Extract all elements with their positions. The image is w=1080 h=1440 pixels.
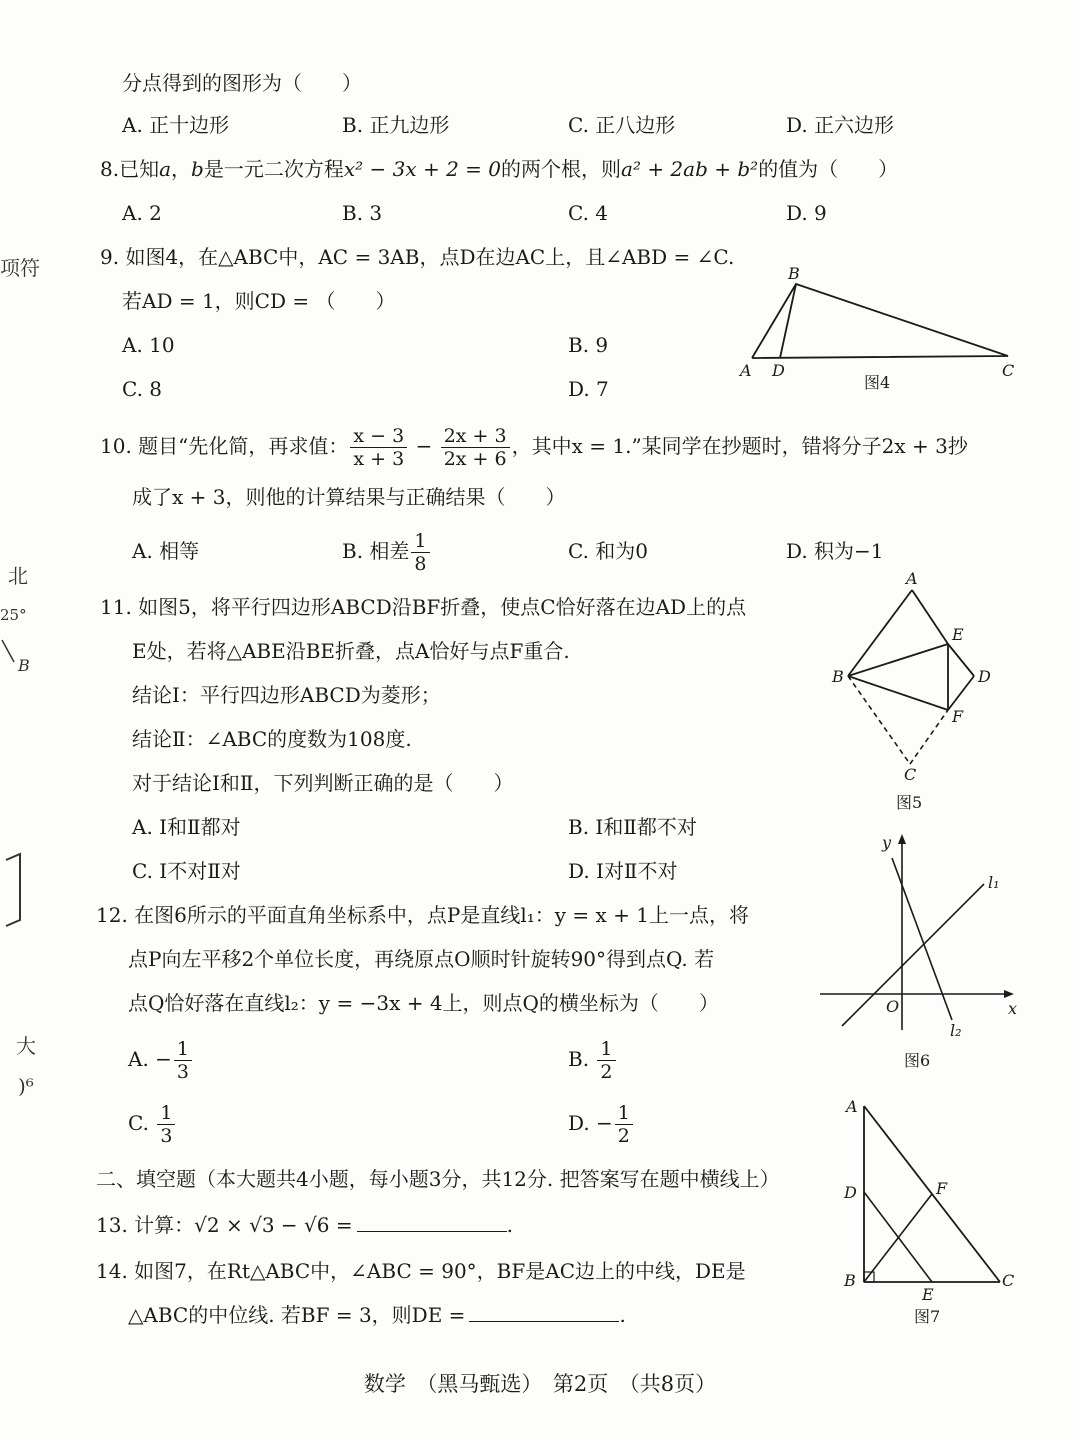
- fig5-label-a: A: [906, 569, 918, 588]
- q14-stem-line2: △ABC的中位线. 若BF = 3，则DE = .: [128, 1303, 626, 1327]
- figure-6: [816, 830, 1026, 1070]
- fig5-label-e: E: [952, 625, 964, 644]
- fig7-caption: 图7: [914, 1307, 941, 1326]
- q12-option-b: B. $\frac{1}{2}$: [568, 1034, 618, 1084]
- fig6-label-y: y: [882, 833, 892, 852]
- q11-stem-line5: 对于结论Ⅰ和Ⅱ，下列判断正确的是（ ）: [132, 771, 514, 795]
- q7-option-d: D. 正六边形: [786, 113, 895, 137]
- fig7-label-a: A: [846, 1097, 858, 1116]
- fig5-label-d: D: [978, 667, 991, 686]
- margin-fragment: )⁶: [18, 1074, 34, 1098]
- q10-option-b: B. 相差 $\frac{1}{8}$: [342, 526, 432, 576]
- q10-stem-line2: 成了x + 3，则他的计算结果与正确结果（ ）: [132, 485, 566, 509]
- q11-conclusion-1: 结论Ⅰ：平行四边形ABCD为菱形；: [132, 683, 441, 707]
- margin-fragment: 25°: [0, 606, 27, 624]
- figure-5: [828, 569, 1008, 812]
- fig6-label-x: x: [1008, 999, 1018, 1018]
- figure-4: [730, 262, 1020, 392]
- q12-option-c: C. $\frac{1}{3}$: [128, 1098, 177, 1148]
- q9-option-d: D. 7: [568, 377, 609, 401]
- fig5-label-f: F: [952, 707, 964, 726]
- fig7-label-b: B: [844, 1271, 856, 1290]
- q11-option-c: C. Ⅰ不对Ⅱ对: [132, 859, 241, 883]
- q11-stem-line1: 11. 如图5，将平行四边形ABCD沿BF折叠，使点C恰好落在边AD上的点: [100, 595, 747, 619]
- q11-conclusion-2: 结论Ⅱ：∠ABC的度数为108度.: [132, 727, 412, 751]
- q14-answer-blank[interactable]: [469, 1303, 619, 1322]
- fig6-label-o: O: [886, 997, 900, 1016]
- q10-fraction-1: $\frac{x - 3}{x + 3}$: [350, 425, 407, 470]
- fig4-caption: 图4: [864, 373, 891, 392]
- fig7-label-e: E: [922, 1285, 934, 1304]
- q8-option-d: D. 9: [786, 201, 827, 225]
- margin-fragment: B: [18, 656, 30, 675]
- fig4-label-d: D: [772, 361, 785, 380]
- q12-option-d: D. − $\frac{1}{2}$: [568, 1098, 635, 1148]
- q12-stem-line3: 点Q恰好落在直线l₂：y = −3x + 4上，则点Q的横坐标为（ ）: [128, 991, 719, 1015]
- figure-7: [836, 1092, 1026, 1332]
- fig6-caption: 图6: [904, 1051, 931, 1070]
- q7-stem: 分点得到的图形为（ ）: [122, 71, 362, 95]
- q9-option-c: C. 8: [122, 377, 163, 401]
- q10-fraction-2: $\frac{2x + 3}{2x + 6}$: [441, 425, 510, 470]
- q12-stem-line1: 12. 在图6所示的平面直角坐标系中，点P是直线l₁：y = x + 1上一点，将: [96, 903, 750, 927]
- margin-fragment: 北: [8, 564, 28, 588]
- q10-option-c: C. 和为0: [568, 539, 649, 563]
- fig4-label-b: B: [788, 264, 800, 283]
- q12-option-a: A. − $\frac{1}{3}$: [128, 1034, 194, 1084]
- fig6-label-l2: l₂: [950, 1021, 962, 1040]
- fig7-label-d: D: [844, 1183, 857, 1202]
- margin-mark: [0, 600, 30, 670]
- q7-option-c: C. 正八边形: [568, 113, 676, 137]
- q9-option-a: A. 10: [122, 333, 175, 357]
- margin-mark: [0, 850, 30, 930]
- fig5-label-c: C: [904, 765, 917, 784]
- q8-stem: 8.已知a，b是一元二次方程x² − 3x + 2 = 0的两个根，则a² + 2ab + b²的值为（ ）: [100, 157, 899, 181]
- fig7-label-f: F: [936, 1179, 948, 1198]
- q11-option-b: B. Ⅰ和Ⅱ都不对: [568, 815, 697, 839]
- fig4-label-a: A: [740, 361, 752, 380]
- q9-stem-line1: 9. 如图4，在△ABC中，AC = 3AB，点D在边AC上，且∠ABD = ∠C.: [100, 245, 735, 269]
- fig5-label-b: B: [832, 667, 844, 686]
- q7-option-b: B. 正九边形: [342, 113, 450, 137]
- q10-option-a: A. 相等: [132, 539, 200, 563]
- page-footer: 数学 （黑马甄选） 第2页 （共8页）: [363, 1372, 717, 1396]
- q8-option-b: B. 3: [342, 201, 383, 225]
- q10-option-d: D. 积为−1: [786, 539, 884, 563]
- fig7-label-c: C: [1002, 1271, 1015, 1290]
- q9-option-b: B. 9: [568, 333, 609, 357]
- q13-stem: 13. 计算：√2 × √3 − √6 = .: [96, 1213, 513, 1237]
- q11-stem-line2: E处，若将△ABE沿BE折叠，点A恰好与点F重合.: [132, 639, 570, 663]
- q14-stem-line1: 14. 如图7，在Rt△ABC中，∠ABC = 90°，BF是AC边上的中线，DE是: [96, 1259, 746, 1283]
- margin-fragment: 项符: [0, 256, 40, 280]
- q11-option-a: A. Ⅰ和Ⅱ都对: [132, 815, 241, 839]
- fig6-label-l1: l₁: [988, 873, 1000, 892]
- q8-option-c: C. 4: [568, 201, 609, 225]
- margin-fragment: 大: [16, 1034, 36, 1058]
- section-2-title: 二、填空题（本大题共4小题，每小题3分，共12分. 把答案写在题中横线上）: [96, 1167, 780, 1191]
- q9-stem-line2: 若AD = 1，则CD = （ ）: [122, 289, 396, 313]
- q10-stem-line1: 10. 题目“先化简，再求值： $\frac{x - 3}{x + 3}$ − $\frac{2x + 3}{2x + 6}$ ，其中x = 1.”某同学在抄题时，错将分子2x + 3抄: [100, 425, 968, 470]
- fig4-label-c: C: [1002, 361, 1015, 380]
- fig5-caption: 图5: [896, 793, 923, 812]
- q7-option-a: A. 正十边形: [122, 113, 230, 137]
- q11-option-d: D. Ⅰ对Ⅱ不对: [568, 859, 678, 883]
- q8-option-a: A. 2: [122, 201, 162, 225]
- q13-answer-blank[interactable]: [357, 1213, 507, 1232]
- q12-stem-line2: 点P向左平移2个单位长度，再绕原点O顺时针旋转90°得到点Q. 若: [128, 947, 715, 971]
